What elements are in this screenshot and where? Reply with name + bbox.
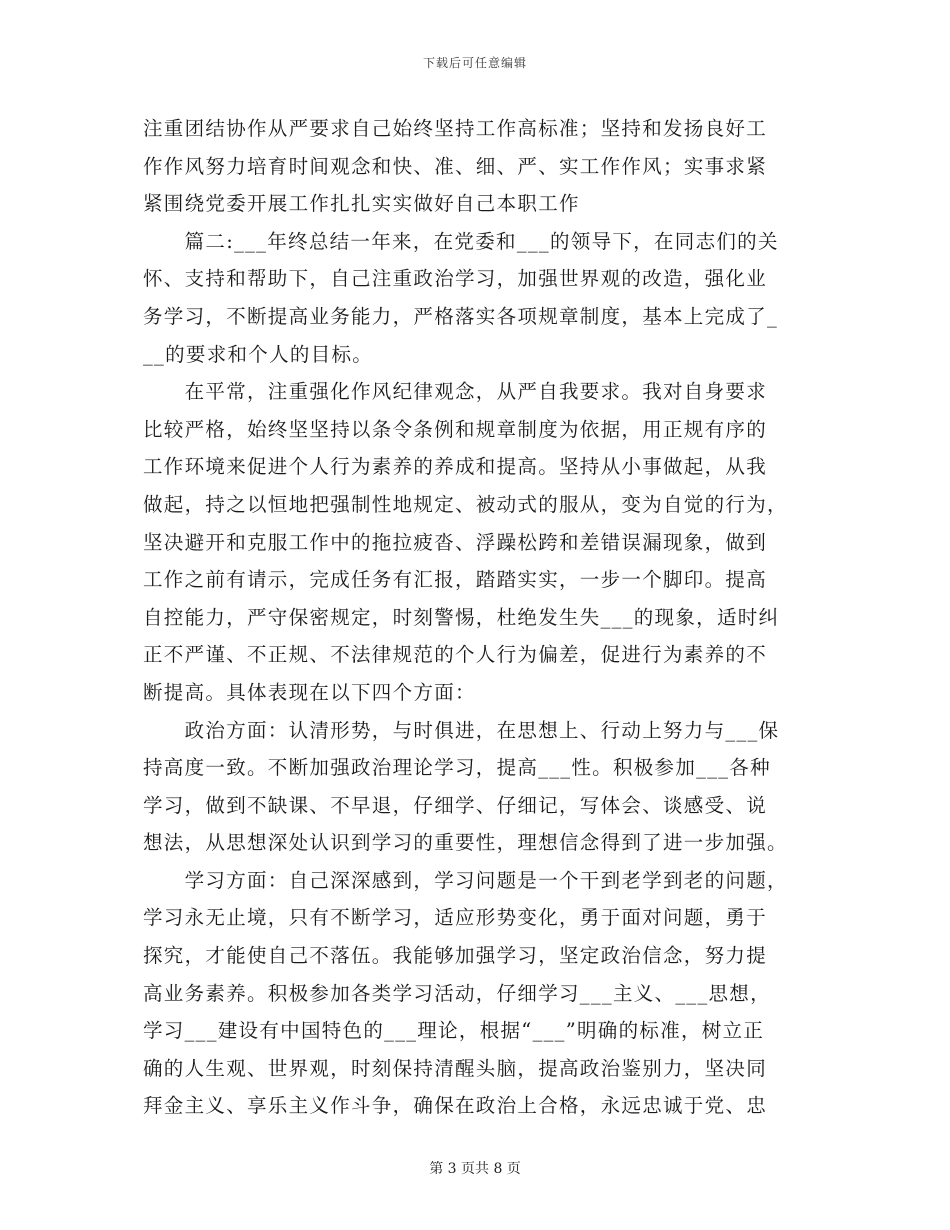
page-number: 第 3 页共 8 页 xyxy=(429,1161,521,1177)
text-line: 坚决避开和克服工作中的拖拉疲沓、浮躁松跨和差错误漏现象，做到 xyxy=(143,530,768,554)
text-line: 学习永无止境，只有不断学习，适应形势变化，勇于面对问题，勇于 xyxy=(143,906,768,930)
text-line: 紧围绕党委开展工作扎扎实实做好自己本职工作 xyxy=(143,192,580,216)
text-line: 断提高。具体表现在以下四个方面： xyxy=(143,680,476,704)
text-line: 学习方面：自己深深感到，学习问题是一个干到老学到老的问题， xyxy=(143,868,788,892)
text-line: 探究，才能使自己不落伍。我能够加强学习，坚定政治信念，努力提 xyxy=(143,944,768,968)
text-line: 作作风努力培育时间观念和快、准、细、严、实工作作风；实事求紧 xyxy=(143,154,768,178)
text-line: __的要求和个人的目标。 xyxy=(143,342,374,366)
text-line: 正不严谨、不正规、不法律规范的个人行为偏差，促进行为素养的不 xyxy=(143,643,768,667)
text-line: 篇二:___年终总结一年来，在党委和___的领导下，在同志们的关 xyxy=(143,229,779,253)
text-line: 学习___建设有中国特色的___理论，根据“___”明确的标准，树立正 xyxy=(143,1019,765,1043)
text-line: 政治方面：认清形势，与时俱进，在思想上、行动上努力与___保 xyxy=(143,718,780,742)
document-body xyxy=(143,110,813,1125)
text-line: 拜金主义、享乐主义作斗争，确保在政治上合格，永远忠诚于党、忠 xyxy=(143,1094,768,1118)
text-line: 在平常，注重强化作风纪律观念，从严自我要求。我对自身要求 xyxy=(143,380,768,404)
text-line: 做起，持之以恒地把强制性地规定、被动式的服从，变为自觉的行为， xyxy=(143,492,788,516)
text-line: 工作环境来促进个人行为素养的养成和提高。坚持从小事做起，从我 xyxy=(143,455,768,479)
text-line: 确的人生观、世界观，时刻保持清醒头脑，提高政治鉴别力，坚决同 xyxy=(143,1056,768,1080)
text-line: 注重团结协作从严要求自己始终坚持工作高标准；坚持和发扬良好工 xyxy=(143,117,768,140)
text-line: 高业务素养。积极参加各类学习活动，仔细学习___主义、___思想， xyxy=(143,981,771,1005)
text-line: 怀、支持和帮助下，自己注重政治学习，加强世界观的改造，强化业 xyxy=(143,267,768,291)
text-line: 学习，做到不缺课、不早退，仔细学、仔细记，写体会、谈感受、说 xyxy=(143,793,768,817)
text-line: 比较严格，始终坚坚持以条令条例和规章制度为依据，用正规有序的 xyxy=(143,417,768,441)
text-line: 工作之前有请示，完成任务有汇报，踏踏实实，一步一个脚印。提高 xyxy=(143,568,768,592)
text-line: 想法，从思想深处认识到学习的重要性，理想信念得到了进一步加强。 xyxy=(143,831,788,855)
text-line: 持高度一致。不断加强政治理论学习，提高___性。积极参加___各种 xyxy=(143,756,771,780)
page-header: 下载后可任意编辑 xyxy=(422,56,527,70)
text-line: 务学习，不断提高业务能力，严格落实各项规章制度，基本上完成了_ xyxy=(143,304,779,328)
text-line: 自控能力，严守保密规定，时刻警惕，杜绝发生失___的现象，适时纠 xyxy=(143,605,780,629)
